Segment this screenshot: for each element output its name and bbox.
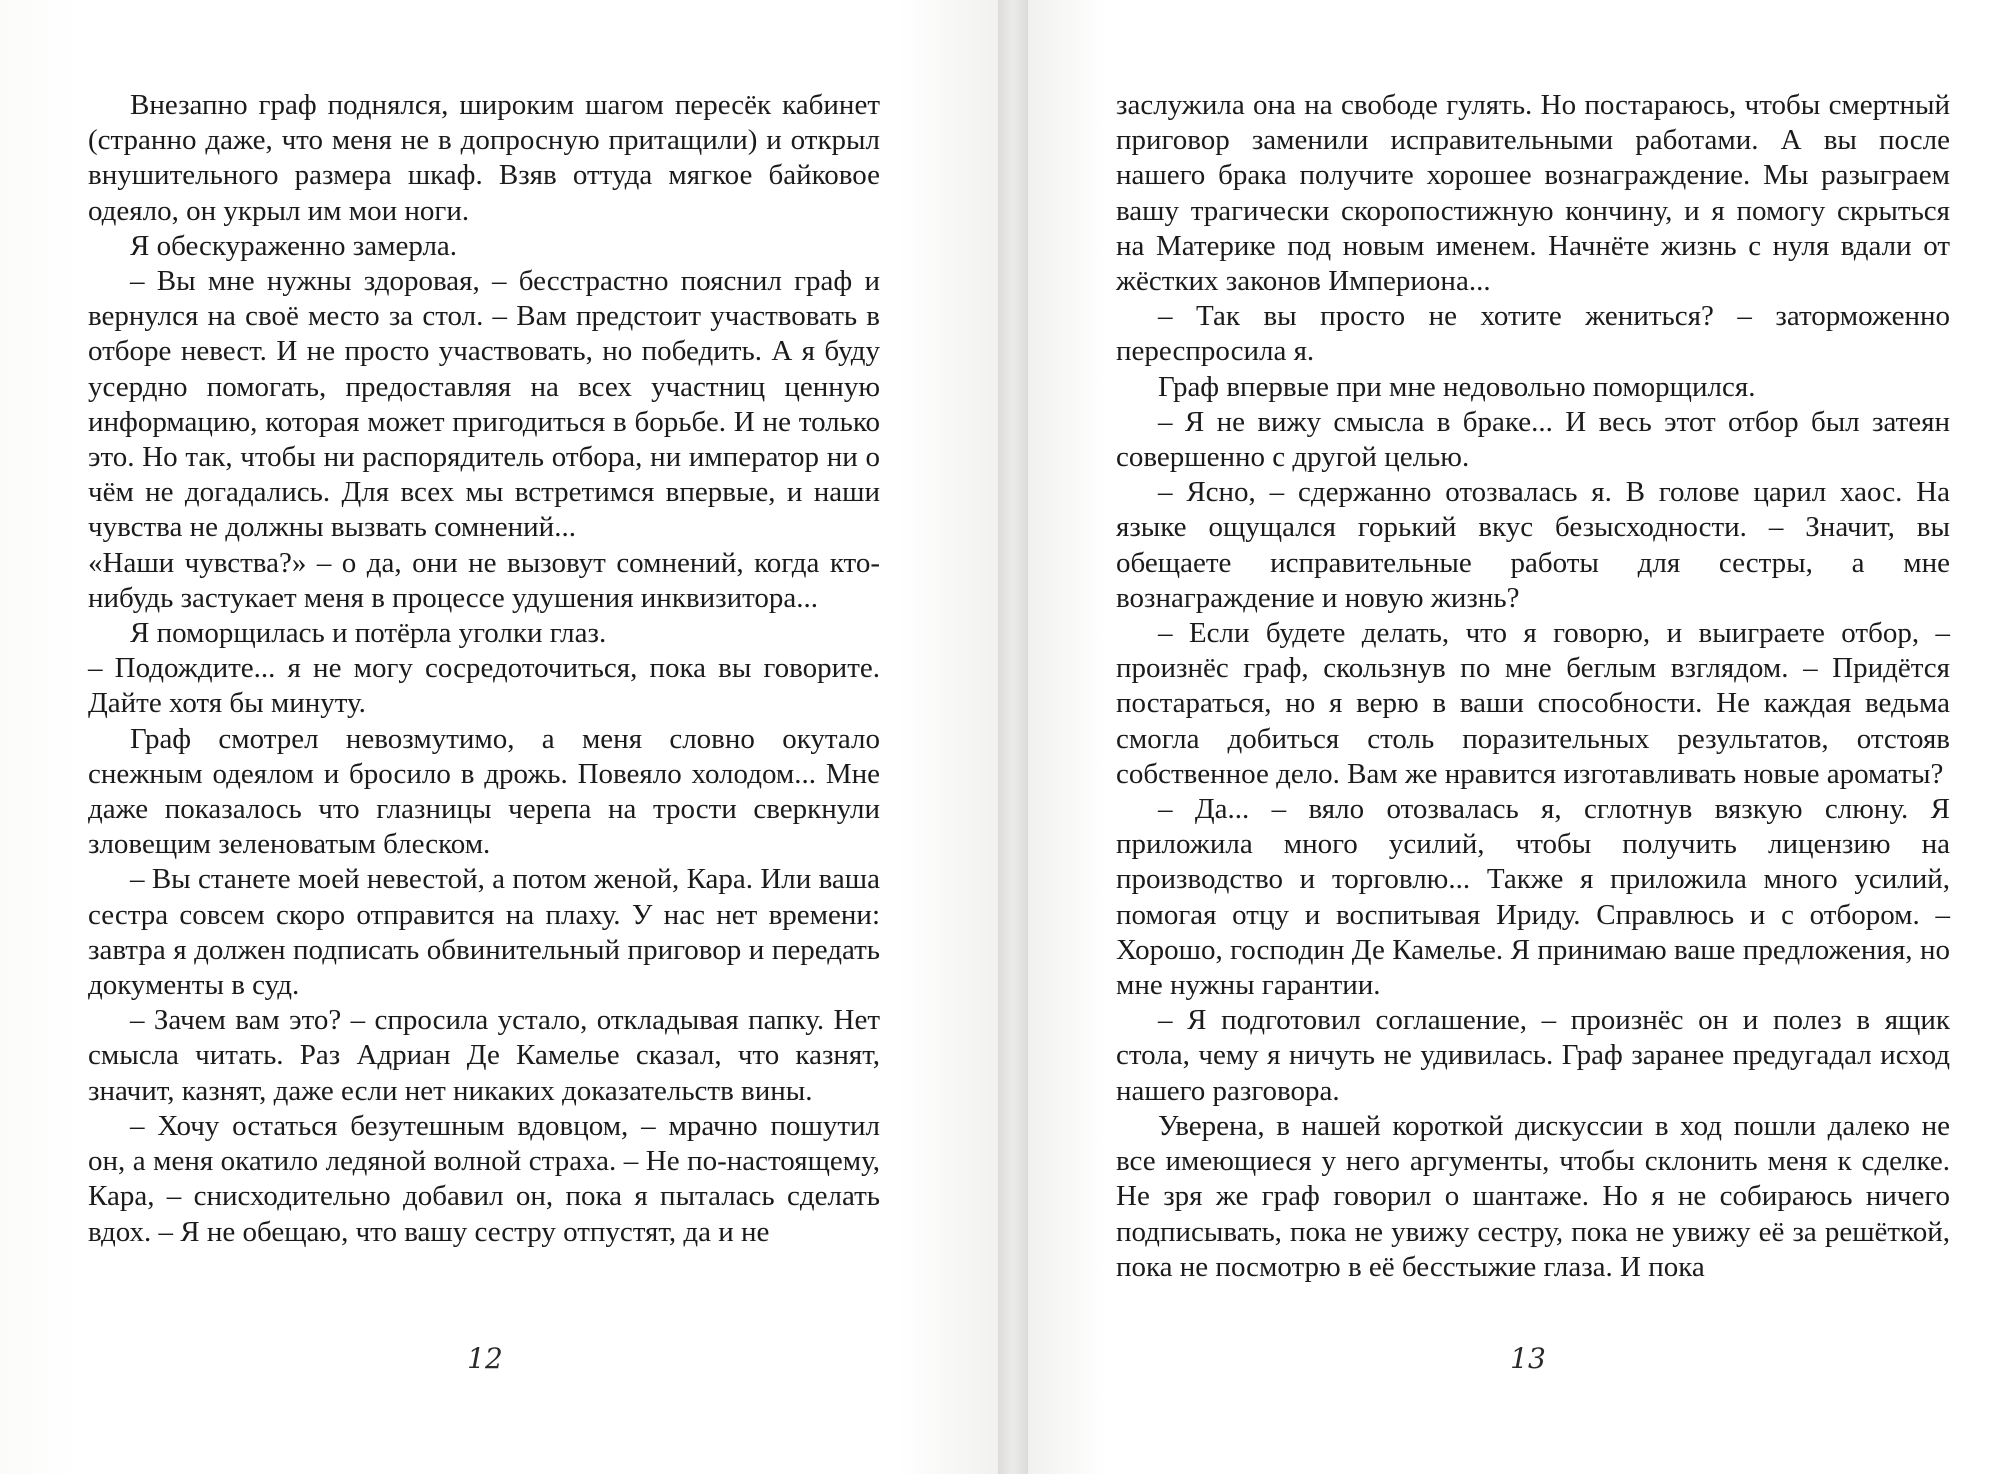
paragraph: – Вы мне нужны здоровая, – бесстрастно пояснил граф и вернулся на своё место за стол. – Вам предстоит участвовать в отборе невест. И не просто участвовать, но победить. А я буду усердно помогать, предоставляя на всех участниц ценную информацию, которая может пригодиться в борьбе. И не только это. Но так, чтобы ни распорядитель отбора, ни император ни о чём не догадались. Для всех мы встретимся впервые, и наши чувства не должны вызвать сомнений...	[88, 265, 880, 544]
paragraph: «Наши чувства?» – о да, они не вызовут сомнений, когда кто-нибудь застукает меня в процессе удушения инквизитора...	[88, 546, 880, 614]
paragraph: Граф смотрел невозмутимо, а меня словно окутало снежным одеялом и бросило в дрожь. Повеяло холодом... Мне даже показалось что глазницы черепа на трости сверкнули зловещим зеленоватым блеском.	[88, 722, 880, 861]
paragraph: заслужила она на свободе гулять. Но постараюсь, чтобы смертный приговор заменили исправительными работами. А вы после нашего брака получите хорошее вознаграждение. Мы разыграем вашу трагически скоропостижную кончину, и я помогу скрыться на Материке под новым именем. Начнёте жизнь с нуля вдали от жёстких законов Империона...	[1116, 89, 1950, 298]
left-page	[0, 0, 998, 1474]
paragraph: Граф впервые при мне недовольно поморщился.	[1158, 370, 1756, 403]
paragraph: – Если будете делать, что я говорю, и выиграете отбор, – произнёс граф, скользнув по мне беглым взглядом. – Придётся постараться, но я верю в ваши способности. Не каждая ведьма смогла добиться столь поразительных результатов, отстояв собственное дело. Вам же нравится изготавливать новые ароматы?	[1116, 617, 1950, 790]
paragraph: – Хочу остаться безутешным вдовцом, – мрачно пошутил он, а меня окатило ледяной волной страха. – Не по-настоящему, Кара, – снисходительно добавил он, пока я пыталась сделать вдох. – Я не обещаю, что вашу сестру отпустят, да и не	[88, 1109, 880, 1248]
paragraph: Я обескураженно замерла.	[130, 229, 458, 262]
left-page-text	[88, 88, 880, 1250]
paragraph: – Так вы просто не хотите жениться? – заторможенно переспросила я.	[1116, 300, 1950, 368]
book-gutter	[998, 0, 1028, 1474]
paragraph: Я поморщилась и потёрла уголки глаз.	[130, 617, 607, 650]
paragraph: – Зачем вам это? – спросила устало, откладывая папку. Нет смысла читать. Раз Адриан Де Камелье сказал, что казнят, значит, казнят, даже если нет никаких доказательств вины.	[88, 1004, 880, 1107]
paragraph: Уверена, в нашей короткой дискуссии в ход пошли далеко не все имеющиеся у него аргументы, чтобы склонить меня к сделке. Не зря же граф говорил о шантаже. Но я не собираюсь ничего подписывать, пока не увижу сестру, пока не увижу её за решёткой, пока не посмотрю в её бесстыжие глаза. И пока	[1116, 1109, 1950, 1283]
paragraph: – Подождите... я не могу сосредоточиться, пока вы говорите. Дайте хотя бы минуту.	[88, 652, 880, 720]
paragraph: – Ясно, – сдержанно отозвалась я. В голове царил хаос. На языке ощущался горький вкус безысходности. – Значит, вы обещаете исправительные работы для сестры, а мне вознаграждение и новую жизнь?	[1116, 476, 1950, 614]
paragraph: – Вы станете моей невестой, а потом женой, Кара. Или ваша сестра совсем скоро отправится на плаху. У нас нет времени: завтра я должен подписать обвинительный приговор и передать документы в суд.	[88, 863, 880, 1002]
paragraph: – Да... – вяло отозвалась я, сглотнув вязкую слюну. Я приложила много усилий, чтобы получить лицензию на производство и торговлю... Также я приложила много усилий, помогая отцу и воспитывая Ириду. Справлюсь и с отбором. – Хорошо, господин Де Камелье. Я принимаю ваше предложения, но мне нужны гарантии.	[1116, 793, 1950, 1002]
paragraph: – Я не вижу смысла в браке... И весь этот отбор был затеян совершенно с другой целью.	[1116, 405, 1950, 474]
page-number: 13	[1510, 1342, 1546, 1375]
right-page-text	[1116, 88, 1950, 1285]
paragraph: Внезапно граф поднялся, широким шагом пересёк кабинет (странно даже, что меня не в допросную притащили) и открыл внушительного размера шкаф. Взяв оттуда мягкое байковое одеяло, он укрыл им мои ноги.	[88, 89, 880, 227]
page-number: 12	[467, 1342, 503, 1375]
right-page	[1028, 0, 2000, 1474]
paragraph: – Я подготовил соглашение, – произнёс он и полез в ящик стола, чему я ничуть не удивилась. Граф заранее предугадал исход нашего разговора.	[1116, 1004, 1950, 1107]
